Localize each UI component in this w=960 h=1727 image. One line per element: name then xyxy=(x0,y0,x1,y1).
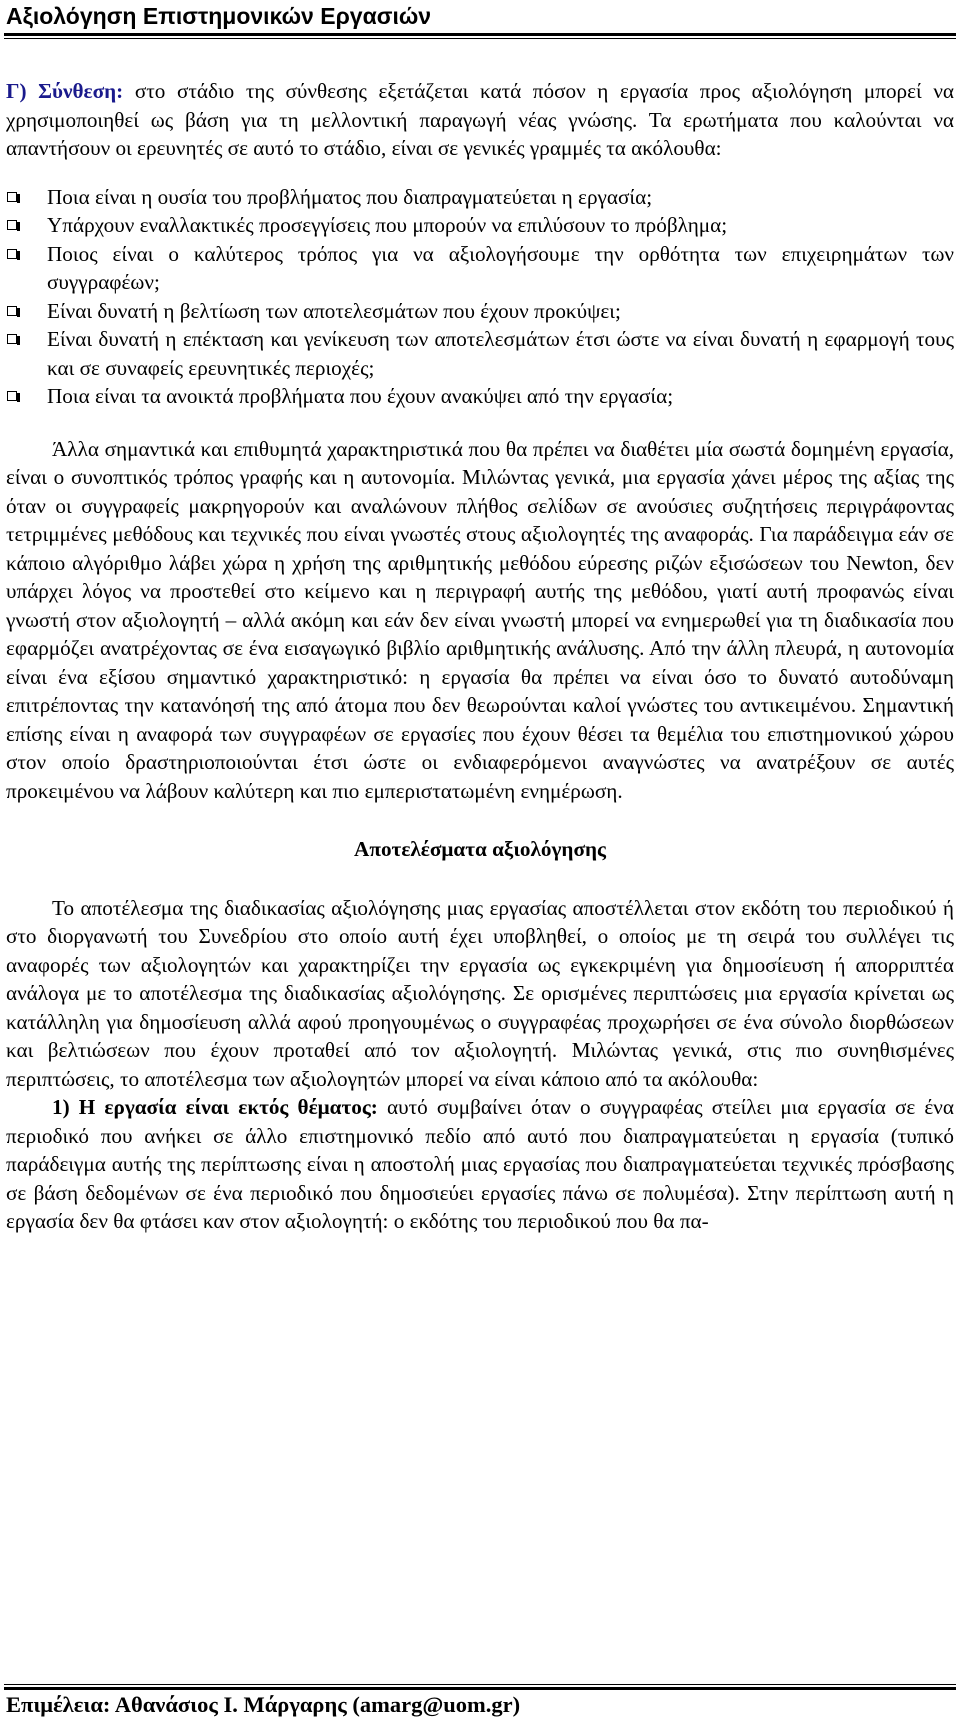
document-body xyxy=(6,77,954,1236)
footer-rule-thin xyxy=(4,1684,956,1685)
page-footer-credit: Επιμέλεια: Αθανάσιος Ι. Μάργαρης (amarg@uom.gr) xyxy=(6,1692,521,1717)
header-rule-thin xyxy=(4,38,956,39)
checkbox-bullet-icon xyxy=(7,192,17,202)
question-text: Υπάρχουν εναλλακτικές προσεγγίσεις που μπορούν να επιλύσουν το πρόβλημα; xyxy=(47,213,728,237)
checkbox-bullet-icon xyxy=(7,334,17,344)
characteristics-paragraph: Άλλα σημαντικά και επιθυμητά χαρακτηριστικά που θα πρέπει να διαθέτει μία σωστά δομημένη εργασία, είναι ο συνοπτικός τρόπος γραφής και η αυτονομία. Μιλώντας γενικά, μια εργασία χάνει μέρος της αξίας της όταν οι συγγραφείς μακρηγορούν και αναλώνουν πλήθος σελίδων σε ανούσιες συζητήσεις περιγράφοντας τετριμμένες μεθόδους και τεχνικές που είναι γνωστές στους αξιολογητές της αναφοράς. Για παράδειγμα εάν σε κάποιο αλγόριθμο λάβει χώρα η χρήση της αριθμητικής μεθόδου εύρεσης ριζών εξισώσεων του Newton, δεν υπάρχει λόγος να προστεθεί στο κείμενο και η περιγραφή αυτής της μεθόδου, γιατί αυτή προφανώς είναι γνωστή στον αξιολογητή – αλλά ακόμη και εάν δεν είναι γνωστή μπορεί να ενημερωθεί για τη διαδικασία που εφαρμόζει ανατρέχοντας σε ένα εισαγωγικό βιβλίο αριθμητικής ανάλυσης. Από την άλλη πλευρά, η αυτονομία είναι ένα εξίσου σημαντικό χαρακτηριστικό: η εργασία θα πρέπει να είναι όσο το δυνατό αυτοδύναμη επιτρέποντας την κατανόησή της από άτομα που δεν θεωρούνται καλοί γνώστες του αντικειμένου. Σημαντική επίσης είναι η αναφορά των συγγραφέων σε εργασίες που έχουν θέσει τα θεμέλια του επιστημονικού χώρου στον οποίο δραστηριοποιούνται έτσι ώστε οι ενδιαφερόμενοι αναγνώστες να ανατρέξουν σε αυτές προκειμένου να λάβουν καλύτερη και πιο εμπεριστατωμένη ενημέρωση. xyxy=(6,436,954,803)
synthesis-paragraph xyxy=(6,77,954,163)
results-intro-paragraph: Το αποτέλεσμα της διαδικασίας αξιολόγησης μιας εργασίας αποστέλλεται στον εκδότη του περιοδικού ή στο διοργανωτή του Συνεδρίου στο οποίο αυτή έχει υποβληθεί, ο οποίος με τη σειρά του συλλέγει τις αναφορές των αξιολογητών και χαρακτηρίζει την εργασία ως εγκεκριμένη για δημοσίευση ή απορριπτέα ανάλογα με το αποτέλεσμα της διαδικασίας αξιολόγησης. Σε ορισμένες περιπτώσεις μια εργασία κρίνεται ως κατάλληλη για δημοσίευση αλλά αφού προηγουμένως ο συγγραφέας προχωρήσει σε ένα σύνολο διορθώσεων και βελτιώσεων που έχουν προταθεί από τον αξιολογητή. Μιλώντας γενικά, στις πιο συνηθισμένες περιπτώσεις, το αποτέλεσμα των αξιολογητών μπορεί να είναι κάποιο από τα ακόλουθα: xyxy=(6,895,954,1091)
case1-paragraph xyxy=(6,1093,954,1236)
case1-label: 1) Η εργασία είναι εκτός θέματος: xyxy=(52,1095,378,1119)
question-text: Ποια είναι τα ανοικτά προβλήματα που έχουν ανακύψει από την εργασία; xyxy=(47,384,674,408)
results-heading: Αποτελέσματα αξιολόγησης xyxy=(354,837,606,861)
checkbox-bullet-icon xyxy=(7,249,17,259)
header-rule-thick xyxy=(4,33,956,36)
question-text: Είναι δυνατή η βελτίωση των αποτελεσμάτων που έχουν προκύψει; xyxy=(47,298,621,323)
list-item xyxy=(6,211,954,240)
case1-text: αυτό συμβαίνει όταν ο συγγραφέας στείλει μια εργασία σε ένα περιοδικό που ανήκει σε άλλο επιστημονικό πεδίο από αυτό που διαπραγματεύεται η εργασία (τυπικό παράδειγμα αυτής της περίπτωσης είναι η αποστολή μιας εργασίας που διαπραγματεύεται τεχνικές πρόσβασης σε βάση δεδομένων σε ένα περιοδικό που δημοσιεύει εργασίες πάνω σε πολυμέσα). Στην περίπτωση αυτή η εργασία δεν θα φτάσει καν στον αξιολογητή: ο εκδότης του περιοδικού που θα πα- xyxy=(6,1095,954,1233)
list-item xyxy=(6,325,954,382)
checkbox-bullet-icon xyxy=(7,220,17,230)
list-item xyxy=(6,382,954,411)
page-header-title: Αξιολόγηση Επιστημονικών Εργασιών xyxy=(6,3,432,29)
question-text: Ποιος είναι ο καλύτερος τρόπος για να αξιολογήσουμε την ορθότητα των επιχειρημάτων των συγγραφέων; xyxy=(47,241,954,294)
checkbox-bullet-icon xyxy=(7,391,17,401)
synthesis-text: στο στάδιο της σύνθεσης εξετάζεται κατά πόσον η εργασία προς αξιολόγηση μπορεί να χρησιμοποιηθεί ως βάση για τη μελλοντική παραγωγή νέας γνώσης. Τα ερωτήματα που καλούνται να απαντήσουν οι ερευνητές σε αυτό το στάδιο, είναι σε γενικές γραμμές τα ακόλουθα: xyxy=(6,79,954,160)
question-text: Είναι δυνατή η επέκταση και γενίκευση των αποτελεσμάτων έτσι ώστε να είναι δυνατή η εφαρμογή τους και σε συναφείς ερευνητικές περιοχές; xyxy=(47,327,954,380)
synthesis-question-list xyxy=(6,183,954,411)
synthesis-label: Γ) Σύνθεση: xyxy=(6,79,124,103)
question-text: Ποια είναι η ουσία του προβλήματος που διαπραγματεύεται η εργασία; xyxy=(47,184,653,209)
checkbox-bullet-icon xyxy=(7,306,17,316)
list-item xyxy=(6,240,954,297)
list-item xyxy=(6,183,954,212)
list-item xyxy=(6,297,954,326)
